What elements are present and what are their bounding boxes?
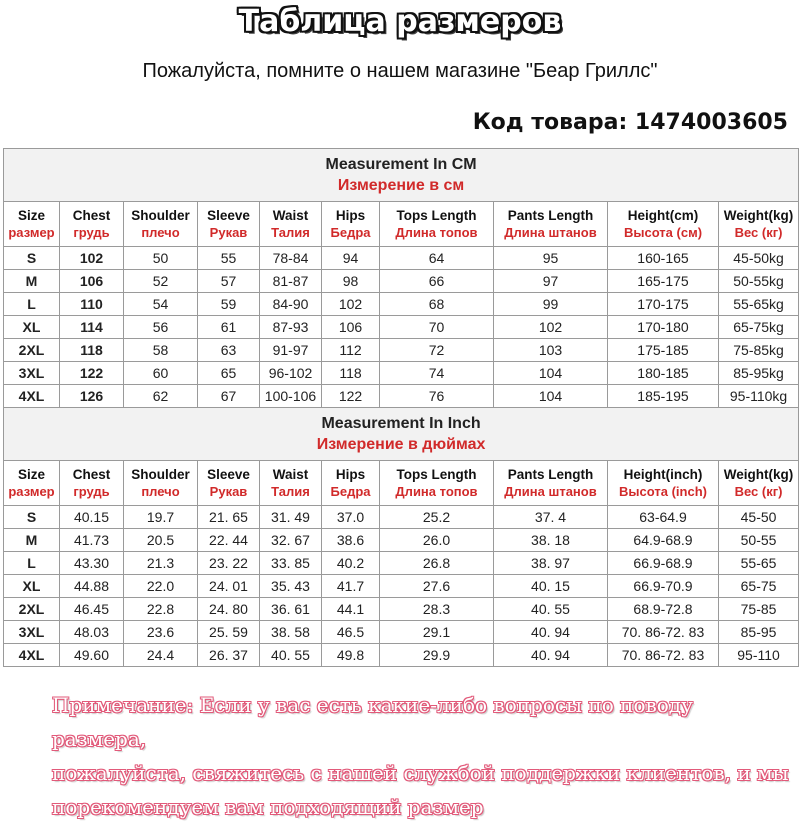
size-table: [3, 148, 799, 667]
cm-header-ru: грудь: [73, 225, 110, 240]
size-label-cell: 2XL: [4, 339, 60, 362]
cm-header-en: Size: [17, 208, 45, 223]
cm-header-cell: [124, 202, 198, 247]
cm-column-headers: [4, 202, 799, 247]
table-cell: 175-185: [608, 339, 719, 362]
cm-header-en: Shoulder: [131, 208, 190, 223]
cm-header-ru: размер: [8, 225, 55, 240]
table-row: [4, 247, 799, 270]
table-cell: 40.2: [322, 552, 380, 575]
table-cell: 44.1: [322, 598, 380, 621]
table-cell: 81-87: [260, 270, 322, 293]
table-cell: 63-64.9: [608, 506, 719, 529]
table-cell: 72: [380, 339, 494, 362]
size-label-cell: S: [4, 247, 60, 270]
inch-header-en: Hips: [335, 467, 366, 482]
table-row: [4, 385, 799, 408]
table-cell: 122: [60, 362, 124, 385]
table-cell: 65-75kg: [719, 316, 799, 339]
cm-section-header: [4, 149, 799, 202]
size-note: [52, 688, 792, 824]
table-cell: 102: [60, 247, 124, 270]
table-cell: 165-175: [608, 270, 719, 293]
cm-section: [4, 149, 799, 408]
size-label-cell: M: [4, 270, 60, 293]
inch-header-cell: [198, 461, 260, 506]
table-cell: 33. 85: [260, 552, 322, 575]
cm-header-ru: плечо: [141, 225, 180, 240]
size-label-cell: XL: [4, 575, 60, 598]
cm-title-cell: [4, 149, 799, 202]
table-cell: 95-110kg: [719, 385, 799, 408]
cm-title-en: Measurement In CM: [325, 156, 477, 173]
table-cell: 66.9-68.9: [608, 552, 719, 575]
table-cell: 52: [124, 270, 198, 293]
table-cell: 21.3: [124, 552, 198, 575]
inch-header-en: Tops Length: [396, 467, 477, 482]
cm-header-ru: Рукав: [209, 225, 248, 240]
table-cell: 27.6: [380, 575, 494, 598]
table-cell: 68.9-72.8: [608, 598, 719, 621]
inch-header-en: Sleeve: [207, 467, 250, 482]
cm-header-ru: Талия: [271, 225, 310, 240]
table-cell: 98: [322, 270, 380, 293]
table-cell: 40. 55: [260, 644, 322, 667]
table-cell: 57: [198, 270, 260, 293]
inch-section: [4, 408, 799, 667]
cm-header-ru: Бедра: [330, 225, 371, 240]
table-row: [4, 529, 799, 552]
table-row: [4, 575, 799, 598]
cm-header-cell: [60, 202, 124, 247]
table-cell: 70: [380, 316, 494, 339]
inch-header-ru: Высота (inch): [619, 484, 707, 499]
inch-header-cell: [4, 461, 60, 506]
cm-header-en: Weight(kg): [723, 208, 794, 223]
table-cell: 22. 44: [198, 529, 260, 552]
table-cell: 40.15: [60, 506, 124, 529]
cm-title-ru: Измерение в см: [337, 177, 465, 194]
size-label-cell: XL: [4, 316, 60, 339]
table-cell: 41.73: [60, 529, 124, 552]
inch-header-en: Weight(kg): [723, 467, 794, 482]
table-cell: 64.9-68.9: [608, 529, 719, 552]
table-cell: 40. 55: [494, 598, 608, 621]
table-row: [4, 644, 799, 667]
table-row: [4, 552, 799, 575]
note-line-1: Примечание: Если у вас есть какие-либо вопросы по поводу размера,: [52, 693, 693, 751]
size-label-cell: 2XL: [4, 598, 60, 621]
table-cell: 59: [198, 293, 260, 316]
table-cell: 45-50kg: [719, 247, 799, 270]
table-cell: 106: [322, 316, 380, 339]
table-row: [4, 362, 799, 385]
size-label-cell: 3XL: [4, 621, 60, 644]
table-cell: 95: [494, 247, 608, 270]
cm-header-en: Sleeve: [207, 208, 250, 223]
inch-header-en: Chest: [72, 467, 111, 482]
table-cell: 126: [60, 385, 124, 408]
table-cell: 54: [124, 293, 198, 316]
table-cell: 160-165: [608, 247, 719, 270]
table-cell: 170-180: [608, 316, 719, 339]
table-cell: 32. 67: [260, 529, 322, 552]
table-cell: 28.3: [380, 598, 494, 621]
cm-header-en: Height(cm): [627, 208, 699, 223]
table-cell: 180-185: [608, 362, 719, 385]
inch-header-en: Height(inch): [623, 467, 703, 482]
table-cell: 24. 01: [198, 575, 260, 598]
inch-header-ru: Талия: [271, 484, 310, 499]
table-cell: 35. 43: [260, 575, 322, 598]
note-line-2: пожалуйста, свяжитесь с нашей службой поддержки клиентов, и мы: [52, 761, 789, 785]
table-cell: 40. 15: [494, 575, 608, 598]
table-cell: 95-110: [719, 644, 799, 667]
product-code: Код товара: 1474003605: [472, 110, 788, 135]
table-cell: 22.8: [124, 598, 198, 621]
inch-header-cell: [494, 461, 608, 506]
table-cell: 104: [494, 385, 608, 408]
table-cell: 24. 80: [198, 598, 260, 621]
size-chart: [3, 148, 798, 667]
table-cell: 31. 49: [260, 506, 322, 529]
inch-header-ru: грудь: [73, 484, 110, 499]
cm-header-ru: Длина топов: [395, 225, 478, 240]
table-cell: 55: [198, 247, 260, 270]
table-cell: 103: [494, 339, 608, 362]
table-cell: 26.0: [380, 529, 494, 552]
table-cell: 65-75: [719, 575, 799, 598]
table-cell: 62: [124, 385, 198, 408]
table-cell: 21. 65: [198, 506, 260, 529]
table-cell: 23.6: [124, 621, 198, 644]
inch-header-cell: [60, 461, 124, 506]
table-row: [4, 270, 799, 293]
table-cell: 74: [380, 362, 494, 385]
inch-header-cell: [719, 461, 799, 506]
table-cell: 112: [322, 339, 380, 362]
cm-header-cell: [4, 202, 60, 247]
table-cell: 84-90: [260, 293, 322, 316]
table-cell: 46.45: [60, 598, 124, 621]
table-row: [4, 506, 799, 529]
cm-header-ru: Вес (кг): [734, 225, 783, 240]
inch-header-ru: Вес (кг): [734, 484, 783, 499]
inch-header-en: Pants Length: [507, 467, 594, 482]
table-cell: 68: [380, 293, 494, 316]
inch-header-ru: Длина штанов: [504, 484, 597, 499]
table-cell: 20.5: [124, 529, 198, 552]
size-label-cell: L: [4, 552, 60, 575]
table-cell: 76: [380, 385, 494, 408]
cm-header-en: Chest: [72, 208, 111, 223]
table-row: [4, 293, 799, 316]
size-label-cell: 3XL: [4, 362, 60, 385]
table-cell: 110: [60, 293, 124, 316]
table-cell: 23. 22: [198, 552, 260, 575]
table-cell: 122: [322, 385, 380, 408]
inch-title-en: Measurement In Inch: [321, 415, 481, 432]
cm-header-cell: [380, 202, 494, 247]
table-cell: 75-85: [719, 598, 799, 621]
inch-header-ru: Рукав: [209, 484, 248, 499]
table-cell: 91-97: [260, 339, 322, 362]
table-cell: 102: [494, 316, 608, 339]
table-cell: 75-85kg: [719, 339, 799, 362]
table-cell: 85-95kg: [719, 362, 799, 385]
table-cell: 61: [198, 316, 260, 339]
cm-header-ru: Высота (см): [623, 225, 703, 240]
inch-column-headers: [4, 461, 799, 506]
inch-header-ru: плечо: [141, 484, 180, 499]
cm-header-cell: [322, 202, 380, 247]
table-cell: 50-55: [719, 529, 799, 552]
inch-title-cell: [4, 408, 799, 461]
inch-header-cell: [380, 461, 494, 506]
cm-header-cell: [494, 202, 608, 247]
table-cell: 37. 4: [494, 506, 608, 529]
table-cell: 85-95: [719, 621, 799, 644]
cm-header-en: Waist: [272, 208, 309, 223]
table-cell: 100-106: [260, 385, 322, 408]
table-cell: 38. 97: [494, 552, 608, 575]
inch-section-header: [4, 408, 799, 461]
table-cell: 38. 18: [494, 529, 608, 552]
table-cell: 37.0: [322, 506, 380, 529]
table-cell: 29.9: [380, 644, 494, 667]
inch-header-ru: Бедра: [330, 484, 371, 499]
cm-header-cell: [260, 202, 322, 247]
table-cell: 185-195: [608, 385, 719, 408]
store-subtitle: Пожалуйста, помните о нашем магазине "Беар Гриллс": [142, 60, 658, 82]
table-cell: 70. 86-72. 83: [608, 644, 719, 667]
table-cell: 104: [494, 362, 608, 385]
table-cell: 66.9-70.9: [608, 575, 719, 598]
table-row: [4, 598, 799, 621]
table-cell: 26. 37: [198, 644, 260, 667]
table-cell: 60: [124, 362, 198, 385]
inch-header-cell: [608, 461, 719, 506]
table-cell: 65: [198, 362, 260, 385]
table-cell: 41.7: [322, 575, 380, 598]
note-line-3: порекомендуем вам подходящий размер: [52, 795, 484, 819]
table-cell: 102: [322, 293, 380, 316]
table-cell: 58: [124, 339, 198, 362]
table-cell: 40. 94: [494, 621, 608, 644]
table-cell: 43.30: [60, 552, 124, 575]
table-cell: 55-65: [719, 552, 799, 575]
table-cell: 40. 94: [494, 644, 608, 667]
table-cell: 36. 61: [260, 598, 322, 621]
table-cell: 97: [494, 270, 608, 293]
table-cell: 46.5: [322, 621, 380, 644]
table-cell: 29.1: [380, 621, 494, 644]
table-row: [4, 621, 799, 644]
size-label-cell: L: [4, 293, 60, 316]
inch-header-cell: [322, 461, 380, 506]
table-cell: 49.60: [60, 644, 124, 667]
inch-title-ru: Измерение в дюймах: [316, 436, 486, 453]
table-cell: 25. 59: [198, 621, 260, 644]
table-cell: 114: [60, 316, 124, 339]
table-cell: 66: [380, 270, 494, 293]
table-cell: 45-50: [719, 506, 799, 529]
table-cell: 25.2: [380, 506, 494, 529]
table-cell: 48.03: [60, 621, 124, 644]
cm-header-cell: [198, 202, 260, 247]
table-cell: 26.8: [380, 552, 494, 575]
table-cell: 64: [380, 247, 494, 270]
table-cell: 56: [124, 316, 198, 339]
table-cell: 55-65kg: [719, 293, 799, 316]
inch-header-ru: Длина топов: [395, 484, 478, 499]
table-cell: 67: [198, 385, 260, 408]
size-label-cell: 4XL: [4, 385, 60, 408]
table-cell: 19.7: [124, 506, 198, 529]
table-row: [4, 339, 799, 362]
cm-header-en: Hips: [335, 208, 366, 223]
table-cell: 70. 86-72. 83: [608, 621, 719, 644]
table-cell: 38.6: [322, 529, 380, 552]
table-cell: 96-102: [260, 362, 322, 385]
table-cell: 106: [60, 270, 124, 293]
table-cell: 24.4: [124, 644, 198, 667]
table-cell: 49.8: [322, 644, 380, 667]
table-cell: 94: [322, 247, 380, 270]
table-cell: 38. 58: [260, 621, 322, 644]
cm-header-cell: [719, 202, 799, 247]
table-cell: 87-93: [260, 316, 322, 339]
inch-header-en: Shoulder: [131, 467, 190, 482]
table-row: [4, 316, 799, 339]
cm-header-en: Pants Length: [507, 208, 594, 223]
table-cell: 78-84: [260, 247, 322, 270]
table-cell: 118: [60, 339, 124, 362]
table-cell: 50: [124, 247, 198, 270]
page-title: Таблица размеров: [238, 4, 562, 39]
table-cell: 63: [198, 339, 260, 362]
inch-header-en: Size: [17, 467, 45, 482]
size-label-cell: S: [4, 506, 60, 529]
table-cell: 22.0: [124, 575, 198, 598]
table-cell: 118: [322, 362, 380, 385]
inch-header-en: Waist: [272, 467, 309, 482]
cm-header-cell: [608, 202, 719, 247]
cm-header-ru: Длина штанов: [504, 225, 597, 240]
cm-header-en: Tops Length: [396, 208, 477, 223]
inch-header-cell: [124, 461, 198, 506]
size-label-cell: M: [4, 529, 60, 552]
inch-header-ru: размер: [8, 484, 55, 499]
table-cell: 170-175: [608, 293, 719, 316]
size-label-cell: 4XL: [4, 644, 60, 667]
table-cell: 50-55kg: [719, 270, 799, 293]
table-cell: 44.88: [60, 575, 124, 598]
inch-header-cell: [260, 461, 322, 506]
table-cell: 99: [494, 293, 608, 316]
